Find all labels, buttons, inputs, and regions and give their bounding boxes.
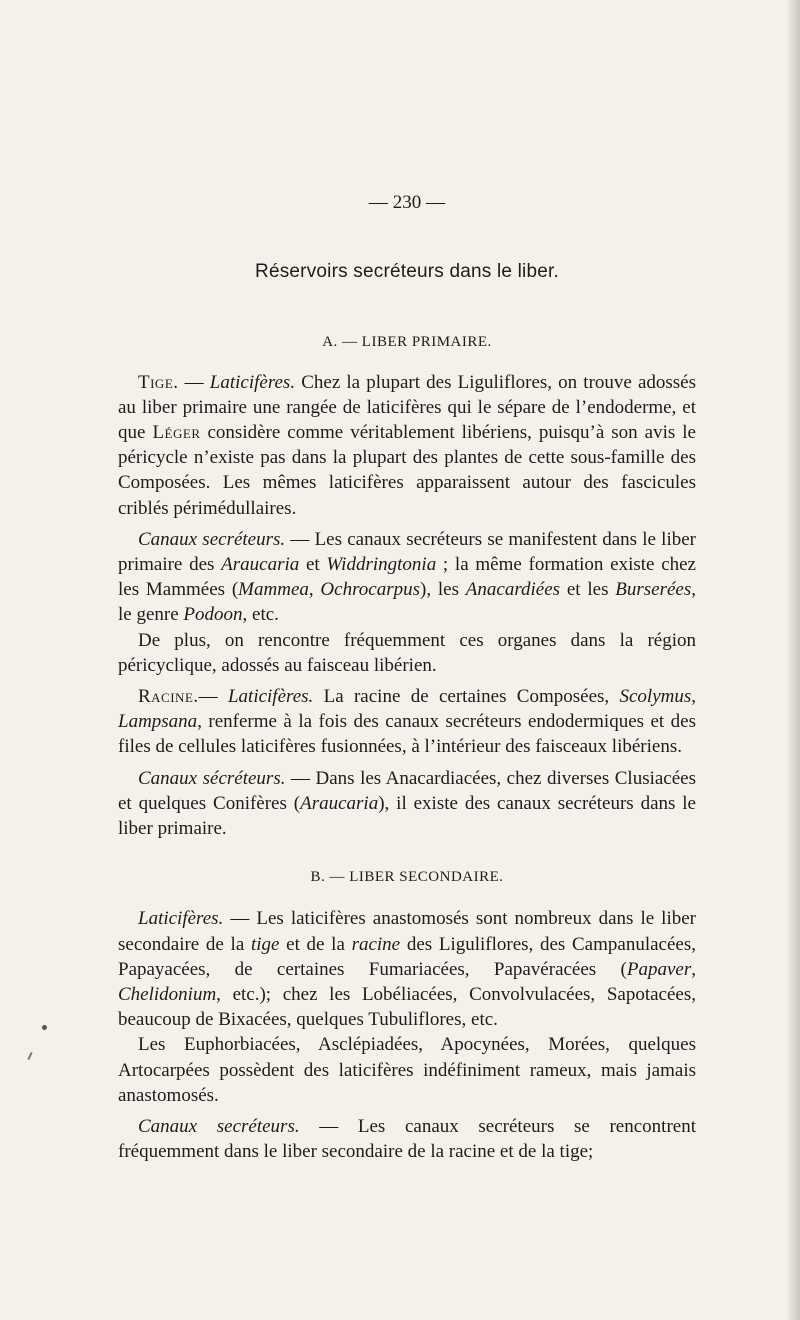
subtitle-liber-primaire: A. — LIBER PRIMAIRE.	[322, 334, 492, 351]
paragraph-de-plus: De plus, on rencontre fréquemment ces organes dans la région péricyclique, adossés au faisceau libérien.	[118, 629, 696, 676]
paragraph-tige: Tige. — Laticifères. Chez la plupart des Liguliflores, on trouve adossés au liber primaire une rangée de laticifères qui le sépare de l’endoderme, et que Léger considère comme véritablement libériens, puisqu’à son avis le péricycle n’existe pas dans la plupart des plantes de cette sous-famille des Composées. Les mêmes laticifères apparaissent autour des fascicules criblés périmédullaires.	[118, 371, 697, 519]
term-canaux: Canaux secréteurs.	[138, 1116, 300, 1138]
paragraph-canaux-secondaire: Canaux secréteurs. — Les canaux secréteurs se rencontrent fréquemment dans le liber secondaire de la racine et de la tige;	[118, 1116, 696, 1163]
paragraph-racine: Racine.— Laticifères. La racine de certaines Composées, Scolymus, Lampsana, renferme à la fois des canaux secréteurs endodermiques et des files de cellules laticifères fusionnées, à l’intérieur des faisceaux libériens.	[118, 686, 696, 758]
term-laticiferes: Laticifères.	[209, 371, 296, 393]
term-laticiferes: Laticifères.	[138, 908, 224, 930]
author-leger: Léger	[152, 422, 201, 444]
term-canaux: Canaux sécréteurs.	[138, 767, 286, 789]
label-racine: Racine.	[138, 686, 199, 708]
page-edge	[786, 0, 800, 1320]
margin-tick	[27, 1052, 32, 1060]
label-tige: Tige.	[138, 371, 179, 393]
paragraph-racine-canaux: Canaux sécréteurs. — Dans les Anacardiacées, chez diverses Clusiacées et quelques Conifères (Araucaria), il existe des canaux secréteurs dans le liber primaire.	[118, 767, 696, 840]
term-laticiferes: Laticifères.	[227, 686, 314, 708]
paragraph-canaux: Canaux secréteurs. — Les canaux secréteurs se manifestent dans le liber primaire des Araucaria et Widdringtonia ; la même formation existe chez les Mammées (Mammea, Ochrocarpus), les Anacardiées et les Burserées, le genre Podoon, etc.	[118, 528, 696, 626]
term-canaux: Canaux secréteurs.	[138, 528, 286, 550]
section-title: Réservoirs secréteurs dans le liber.	[255, 261, 559, 283]
paragraph-euphorbiacees: Les Euphorbiacées, Asclépiadées, Apocynées, Morées, quelques Artocarpées possèdent des laticifères indéfiniment rameux, mais jamais anastomosés.	[118, 1034, 696, 1106]
page-content	[118, 190, 696, 1165]
subtitle-liber-secondaire: B. — LIBER SECONDAIRE.	[310, 869, 504, 886]
page-number: — 230 —	[369, 192, 445, 213]
margin-dot	[42, 1025, 47, 1030]
paragraph-laticiferes-secondaire: Laticifères. — Les laticifères anastomosés sont nombreux dans le liber secondaire de la tige et de la racine des Liguliflores, des Campanulacées, Papayacées, de certaines Fumariacées, Papavéracées (Papaver, Chelidonium, etc.); chez les Lobéliacées, Convolvulacées, Sapotacées, beaucoup de Bixacées, quelques Tubuliflores, etc.	[118, 908, 696, 1031]
